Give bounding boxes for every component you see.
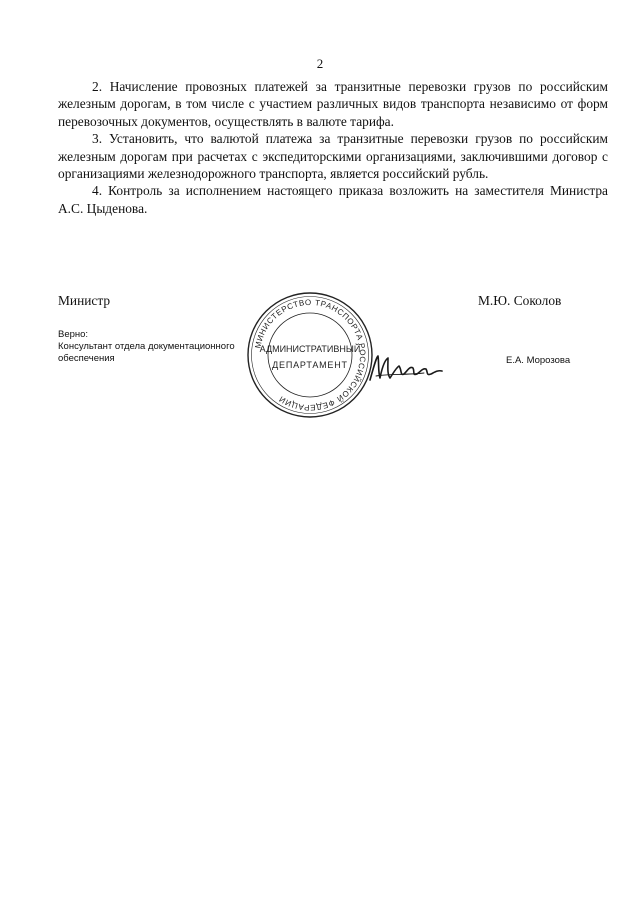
document-body xyxy=(58,78,608,217)
handwritten-signature xyxy=(366,348,446,386)
official-seal xyxy=(245,290,375,420)
paragraph-2: 2. Начисление провозных платежей за транзитные перевозки грузов по российским железным дорогам, в том числе с участием различных видов транспорта независимо от форм перевозочных документов, осуществлять в валюте тарифа. xyxy=(58,79,608,129)
certification-label: Верно: xyxy=(58,329,89,340)
paragraph-4: 4. Контроль за исполнением настоящего приказа возложить на заместителя Министра А.С. Цыденова. xyxy=(58,183,608,216)
signatory-title: Министр xyxy=(58,293,111,308)
signatory-name: М.Ю. Соколов xyxy=(478,293,562,308)
seal-line-2: ДЕПАРТАМЕНТ xyxy=(272,360,348,370)
paragraph-3: 3. Установить, что валютой платежа за транзитные перевозки грузов по российским железным дорогам при расчетах с экспедиторскими организациями, заключившими договор с организациями железнодорожного транспорта, является российский рубль. xyxy=(58,131,608,182)
seal-outer-text: МИНИСТЕРСТВО ТРАНСПОРТА РОССИЙСКОЙ ФЕДЕРАЦИИ xyxy=(253,297,368,413)
certifier-name: Е.А. Морозова xyxy=(506,355,571,366)
page-number: 2 xyxy=(316,56,324,71)
certifier-position: Консультант отдела документационного обеспечения xyxy=(58,341,235,364)
seal-line-1: АДМИНИСТРАТИВНЫЙ xyxy=(259,344,361,354)
